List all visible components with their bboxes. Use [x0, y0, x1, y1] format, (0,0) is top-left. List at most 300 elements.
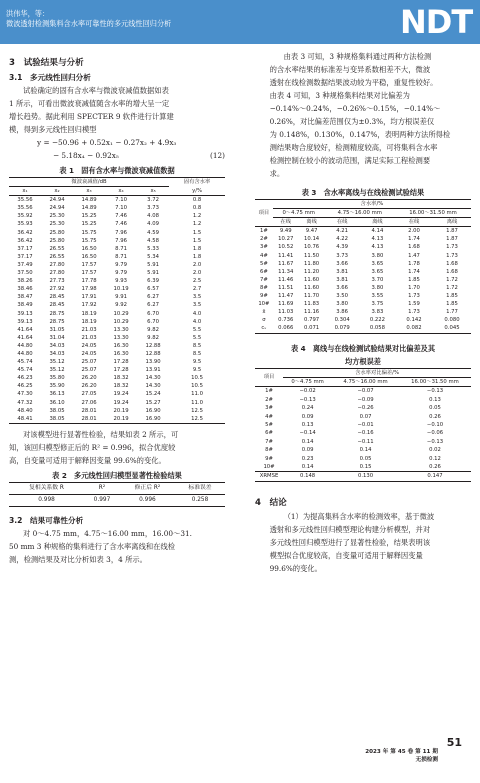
- table-cell: 17.98: [81, 286, 97, 293]
- table-4-range-header: 0～4.75 mm: [291, 378, 324, 385]
- table-row: [9, 382, 225, 390]
- table-cell: 11.70: [304, 293, 320, 300]
- table-cell: 15.25: [81, 221, 97, 228]
- section-3-2-paragraph: [9, 527, 225, 566]
- table-row: [9, 293, 225, 301]
- table-row: [9, 301, 225, 309]
- table-cell: 0.082: [406, 325, 422, 332]
- table-cell: 13.90: [145, 359, 161, 366]
- table-cell: 1.70: [408, 284, 420, 291]
- text-line: 求。: [269, 169, 285, 178]
- table-row: [255, 324, 471, 333]
- table-cell: 35.56: [17, 197, 33, 204]
- page-number: 51: [446, 736, 462, 749]
- table-1-column-header: y/%: [192, 187, 203, 194]
- table-row: [255, 413, 471, 421]
- table-row: [255, 243, 471, 251]
- table-cell: 26.55: [49, 245, 65, 252]
- table-cell: 11.34: [278, 268, 294, 275]
- table-cell: 1.2: [192, 221, 202, 228]
- table-cell: 44.80: [17, 350, 33, 357]
- table-cell: 37.17: [17, 253, 33, 260]
- table-cell: 0.05: [429, 405, 441, 412]
- table-cell: 4.59: [147, 229, 159, 236]
- table-row: [255, 446, 471, 454]
- table-3-sub-header: 在线: [280, 219, 292, 226]
- table-cell: 8.5: [192, 350, 202, 357]
- equation-text: y = −50.96 + 0.52x₁ − 0.27x₂ + 4.9x₃: [37, 138, 177, 147]
- table-cell: 11.47: [278, 293, 294, 300]
- table-cell: −0.01: [357, 421, 374, 428]
- table-cell: 9.47: [305, 228, 318, 235]
- table-cell: 25.80: [49, 237, 65, 244]
- table-cell: 0.071: [304, 325, 320, 332]
- table-3-caption: 表 3 含水率离线与在线检测试验结果: [301, 188, 425, 197]
- table-1: [9, 177, 225, 424]
- table-3-sub-header: 离线: [306, 219, 317, 226]
- table-row: [255, 260, 471, 268]
- table-1-caption: 表 1 固有含水率与微波衰减值数据: [59, 166, 175, 175]
- table-cell: 6#: [265, 430, 273, 437]
- table-cell: 15.75: [81, 237, 97, 244]
- table-1-column-header: x₄: [118, 188, 124, 195]
- table-cell: 4#: [260, 252, 268, 259]
- table-cell: 11.83: [304, 301, 320, 308]
- table-row: [9, 390, 225, 398]
- text-line: 检测控制在较小的波动范围，满足实际工程检测要: [269, 156, 431, 165]
- table-cell: 11.0: [191, 391, 203, 398]
- table-cell: 0.02: [429, 447, 441, 454]
- table-cell: 17.92: [81, 302, 97, 309]
- table-cell: 38.46: [17, 286, 33, 293]
- table-cell: 25.07: [81, 367, 97, 374]
- table-cell: 38.47: [17, 294, 33, 301]
- table-cell: 24.94: [49, 205, 65, 212]
- table-row: [255, 429, 471, 437]
- table-2-column-header: R²: [98, 484, 106, 491]
- table-cell: 46.25: [17, 383, 33, 390]
- table-cell: 3.75: [371, 301, 384, 308]
- text-line: −0.14%～0.24%，−0.26%～0.15%，−0.14%～: [269, 104, 441, 113]
- table-cell: 36.10: [49, 399, 65, 406]
- table-cell: 12.5: [191, 415, 203, 422]
- table-cell: 11.60: [304, 276, 320, 283]
- table-cell: 48.40: [17, 407, 33, 414]
- table-cell: 25.80: [49, 229, 65, 236]
- table-3-group-header: 含水率/%: [273, 200, 471, 209]
- table-cell: 7.46: [115, 213, 127, 220]
- table-cell: 0.13: [429, 396, 441, 403]
- table-cell: 8.71: [115, 245, 127, 252]
- table-cell: 0.998: [38, 496, 55, 503]
- table-cell: 36.13: [49, 391, 65, 398]
- text-line: 由表 4 可知，3 种规格集料结果对比偏差为: [269, 91, 410, 100]
- table-cell: 8.5: [192, 342, 202, 349]
- table-cell: 26.20: [81, 383, 97, 390]
- table-row: [9, 374, 225, 382]
- table-cell: −0.13: [299, 396, 316, 403]
- table-cell: 3#: [265, 405, 273, 412]
- table-cell: 0.14: [301, 438, 314, 445]
- table-cell: 28.45: [49, 294, 65, 301]
- table-cell: 48.41: [17, 415, 33, 422]
- table-cell: 17.91: [81, 294, 97, 301]
- text-line: 测结果吻合度较好，检测精度较高，可将集料含水率: [269, 143, 438, 152]
- table-row: [255, 292, 471, 300]
- right-paragraph-1: [255, 50, 471, 180]
- text-line: 透射和多元线性回归模型理论构建分析模型，并对: [269, 524, 431, 534]
- table-cell: 3.81: [336, 276, 349, 283]
- running-title-authors: 洪伟华，等：: [6, 9, 50, 18]
- table-cell: 1.85: [408, 276, 420, 283]
- table-cell: 24.94: [49, 197, 65, 204]
- table-3-sub-header: 在线: [336, 219, 348, 226]
- table-cell: −0.14: [299, 430, 316, 437]
- table-row: [9, 277, 225, 285]
- table-cell: 12.88: [145, 350, 161, 357]
- table-cell: 1.73: [446, 252, 458, 259]
- section-3-heading: 3 试验结果与分析: [9, 58, 84, 68]
- table-row: [255, 455, 471, 463]
- table-cell: 35.90: [49, 383, 65, 390]
- table-cell: 10.52: [278, 244, 294, 251]
- table-cell: 5.5: [192, 334, 202, 341]
- table-cell: 31.05: [49, 326, 65, 333]
- table-cell: 27.05: [81, 391, 97, 398]
- table-cell: 5#: [265, 421, 273, 428]
- running-title-article: 微波透射检测集料含水率可靠性的多元线性回归分析: [6, 19, 172, 28]
- right-column: [255, 50, 471, 575]
- table-3-item-header: 项目: [258, 210, 270, 217]
- table-cell: 10.29: [113, 318, 129, 325]
- table-cell: 1#: [260, 228, 268, 235]
- table-row: [9, 407, 225, 415]
- table-cell: 0.736: [278, 317, 294, 324]
- table-cell: 11.46: [278, 276, 294, 283]
- table-4-range-header: 4.75～16.00 mm: [343, 378, 388, 385]
- table-cell: x̄: [262, 309, 266, 316]
- table-2-column-header: 标准误差: [188, 484, 212, 491]
- table-cell: 45.74: [17, 367, 33, 374]
- table-row: [9, 358, 225, 366]
- table-cell: 0.12: [429, 455, 441, 462]
- table-cell: 9.82: [147, 334, 159, 341]
- table-cell: 4.0: [192, 318, 202, 325]
- table-cell: −0.11: [357, 438, 374, 445]
- table-cell: 37.50: [17, 270, 33, 277]
- table-row: [9, 399, 225, 407]
- table-cell: 38.49: [17, 302, 33, 309]
- table-cell: 18.32: [113, 375, 129, 382]
- text-line: 透射在线检测数据结果波动较为平稳，重复性较好。: [269, 78, 438, 87]
- table-cell: 13.30: [113, 334, 129, 341]
- table-cell: 3.65: [371, 268, 384, 275]
- table-cell: 25.30: [49, 221, 65, 228]
- table-1-column-header: x₂: [54, 188, 60, 195]
- table-cell: 21.03: [81, 334, 97, 341]
- table-row: [9, 229, 225, 237]
- table-cell: 10.19: [113, 286, 129, 293]
- table-cell: 1.5: [192, 237, 202, 244]
- table-cell: −0.02: [299, 388, 316, 395]
- table-cell: 35.80: [49, 375, 65, 382]
- table-row: [255, 276, 471, 284]
- table-cell: 3.81: [336, 268, 349, 275]
- table-cell: 3.73: [147, 205, 159, 212]
- table-cell: 19.24: [113, 391, 129, 398]
- table-cell: 7.46: [115, 221, 127, 228]
- table-1-y-header: 固有含水率: [183, 179, 211, 186]
- table-cell: 0.09: [301, 413, 314, 420]
- table-cell: 9.49: [279, 228, 292, 235]
- table-cell: 20.19: [113, 415, 129, 422]
- table-cell: 1.72: [446, 284, 458, 291]
- table-cell: 0.222: [369, 317, 385, 324]
- table-cell: XRMSE: [259, 473, 279, 480]
- table-cell: 15.24: [145, 391, 161, 398]
- table-cell: 2.00: [408, 228, 420, 235]
- table-cell: 4.14: [371, 228, 384, 235]
- text-line: 试验确定的固有含水率与微波衰减值数据如表: [23, 86, 169, 95]
- equation-12-line-2: [9, 149, 225, 162]
- table-cell: 8#: [265, 447, 273, 454]
- table-cell: 0.130: [357, 473, 374, 480]
- table-cell: 8.71: [115, 253, 127, 260]
- table-cell: 35.56: [17, 205, 33, 212]
- table-cell: 2.5: [192, 278, 202, 285]
- table-cell: 18.19: [81, 318, 97, 325]
- table-cell: 4.09: [147, 221, 159, 228]
- journal-logo: NDT: [400, 3, 473, 41]
- table-1-column-header: x₃: [86, 188, 92, 195]
- table-cell: 10.27: [278, 236, 294, 243]
- text-line: 1 所示，可看出微波衰减值随含水率的增大呈一定: [9, 99, 170, 108]
- table-row: [9, 237, 225, 245]
- text-line: 50 mm 3 种规格的集料进行了含水率离线和在线检: [9, 541, 176, 551]
- table-cell: 11.69: [278, 301, 294, 308]
- table-cell: 36.42: [17, 237, 33, 244]
- table-cell: 2.0: [192, 261, 202, 268]
- table-cell: 6.27: [147, 294, 159, 301]
- table-cell: 1.8: [192, 253, 202, 260]
- table-cell: 41.64: [17, 334, 33, 341]
- table-row: [255, 284, 471, 292]
- table-cell: −0.07: [357, 388, 374, 395]
- table-cell: 1.74: [408, 268, 420, 275]
- table-4: [255, 368, 471, 482]
- table-row: [9, 342, 225, 350]
- table-cell: 27.80: [49, 270, 65, 277]
- table-cell: 1.77: [446, 309, 458, 316]
- journal-name: 无损检测: [415, 757, 438, 763]
- table-cell: 35.12: [49, 367, 65, 374]
- table-3-range-header: 0～4.75 mm: [273, 209, 325, 218]
- text-line: 模，得到多元线性回归模型: [9, 125, 97, 134]
- text-line: 的含水率结果的标准差与变异系数相差不大，微波: [269, 65, 431, 74]
- table-cell: 11.0: [191, 399, 203, 406]
- table-cell: 1.59: [408, 301, 420, 308]
- table-row: [255, 438, 471, 446]
- issue-info: [365, 748, 438, 764]
- table-2-column-header: 修正后 R²: [134, 484, 161, 491]
- table-cell: 35.93: [17, 221, 33, 228]
- table-cell: cᵥ: [261, 325, 267, 332]
- table-cell: −0.06: [426, 430, 444, 437]
- table-cell: 3.5: [192, 294, 202, 301]
- left-column: [9, 50, 225, 566]
- table-cell: 0.13: [301, 421, 314, 428]
- table-cell: 1.68: [446, 268, 458, 275]
- table-cell: 0.26: [429, 463, 441, 470]
- table-row: [9, 253, 225, 261]
- table-row: [9, 350, 225, 358]
- table-cell: 0.26: [429, 413, 441, 420]
- table-cell: 4.13: [371, 236, 384, 243]
- table-cell: 8#: [260, 284, 268, 291]
- table-cell: 34.03: [49, 342, 65, 349]
- table-2: [9, 482, 225, 507]
- table-4-range-header: 16.00～31.50 mm: [411, 378, 459, 385]
- paragraph-after-table-1: [9, 428, 225, 467]
- table-cell: 0.8: [192, 205, 202, 212]
- table-3-sub-header: 离线: [372, 219, 383, 226]
- table-cell: 20.19: [113, 407, 129, 414]
- table-cell: 39.13: [17, 318, 33, 325]
- table-cell: 36.42: [17, 229, 33, 236]
- table-cell: 0.148: [300, 473, 316, 480]
- table-cell: 1.87: [446, 228, 458, 235]
- table-cell: 3.66: [336, 284, 349, 291]
- table-cell: 3.86: [336, 309, 349, 316]
- table-cell: 16.90: [145, 407, 161, 414]
- table-cell: 0.080: [444, 317, 460, 324]
- table-row: [9, 310, 225, 318]
- table-cell: 11.20: [304, 268, 320, 275]
- table-cell: 1.87: [446, 236, 458, 243]
- table-cell: 1.78: [408, 260, 420, 267]
- table-cell: 18.32: [113, 383, 129, 390]
- table-cell: 3.80: [371, 284, 384, 291]
- table-cell: 27.92: [49, 286, 65, 293]
- table-cell: 16.90: [145, 415, 161, 422]
- table-3: [255, 199, 471, 334]
- table-cell: 13.30: [113, 326, 129, 333]
- table-cell: 1.73: [408, 293, 420, 300]
- table-cell: 3.65: [371, 260, 384, 267]
- table-cell: 9.92: [115, 302, 127, 309]
- table-cell: 9.93: [115, 278, 127, 285]
- table-row: [9, 318, 225, 326]
- table-row: [9, 212, 225, 220]
- table-cell: 5.33: [147, 245, 159, 252]
- table-cell: 15.27: [145, 399, 161, 406]
- table-cell: 4.21: [336, 228, 349, 235]
- conclusion-paragraph: [255, 510, 471, 575]
- table-cell: 6.57: [147, 286, 159, 293]
- table-cell: 11.41: [278, 252, 294, 259]
- table-cell: 0.996: [139, 496, 156, 503]
- table-cell: 2#: [260, 236, 268, 243]
- table-cell: 1.74: [408, 236, 420, 243]
- table-cell: 15.25: [81, 213, 97, 220]
- table-cell: 9.91: [115, 294, 127, 301]
- text-line: 为 0.148%，0.130%，0.147%，表明两种方法所得检: [269, 130, 451, 139]
- table-cell: 3.5: [192, 302, 202, 309]
- equation-text: − 5.18x₄ − 0.92x₅: [53, 151, 119, 160]
- section-3-1-heading: 3.1 多元线性回归分析: [9, 73, 91, 82]
- table-cell: 1.68: [446, 260, 458, 267]
- table-cell: 13.91: [145, 367, 161, 374]
- table-cell: 1.85: [446, 301, 458, 308]
- table-cell: 14.89: [81, 205, 97, 212]
- table-cell: −0.26: [357, 405, 374, 412]
- table-cell: 44.80: [17, 342, 33, 349]
- table-cell: 9.79: [115, 261, 127, 268]
- table-cell: 34.03: [49, 350, 65, 357]
- table-cell: 5#: [260, 260, 268, 267]
- text-line: 0.26%，对比偏差范围仅为±0.3%，均方根误差仅: [269, 117, 435, 126]
- table-cell: 1.8: [192, 245, 202, 252]
- table-cell: 5.5: [192, 326, 202, 333]
- table-cell: 4.39: [336, 244, 349, 251]
- table-cell: 18.19: [81, 310, 97, 317]
- table-cell: 10.5: [191, 375, 203, 382]
- table-cell: 27.80: [49, 261, 65, 268]
- text-line: （1）为提高集料含水率的检测效率，基于微波: [283, 511, 435, 521]
- table-cell: 2.7: [192, 286, 202, 293]
- table-cell: 38.26: [17, 278, 33, 285]
- table-cell: 3.80: [336, 301, 349, 308]
- table-cell: 7.96: [115, 237, 127, 244]
- table-cell: 1.47: [408, 252, 420, 259]
- table-cell: 3.73: [336, 252, 349, 259]
- table-cell: 17.57: [81, 261, 97, 268]
- table-cell: 0.14: [301, 463, 314, 470]
- table-cell: 31.04: [49, 334, 65, 341]
- table-row: [9, 220, 225, 228]
- table-cell: 0.258: [191, 496, 209, 503]
- table-cell: 14.89: [81, 197, 97, 204]
- table-4-caption-line-1: 表 4 离线与在线检测试验结果对比偏差及其: [290, 343, 436, 353]
- table-cell: 0.23: [301, 455, 314, 462]
- table-row: [9, 261, 225, 269]
- table-cell: 35.12: [49, 359, 65, 366]
- table-3-sub-header: 在线: [408, 219, 420, 226]
- table-cell: 3#: [260, 244, 268, 251]
- table-cell: 4#: [265, 413, 273, 420]
- table-cell: 0.09: [301, 447, 314, 454]
- table-cell: 38.05: [49, 407, 65, 414]
- table-cell: 1.72: [446, 276, 458, 283]
- table-cell: 11.67: [278, 260, 294, 267]
- table-cell: 10#: [258, 301, 270, 308]
- table-row: [9, 204, 225, 212]
- table-cell: 5.34: [147, 253, 159, 260]
- section-4-heading: 4 结论: [255, 497, 287, 508]
- equation-number: (12): [210, 151, 225, 160]
- table-cell: 10.14: [304, 236, 320, 243]
- table-row: [9, 245, 225, 253]
- table-row: [9, 326, 225, 334]
- table-cell: 0.997: [93, 496, 111, 503]
- table-row: [255, 396, 471, 404]
- table-3-range-header: 16.00～31.50 mm: [395, 209, 471, 218]
- table-cell: 24.05: [81, 342, 97, 349]
- table-cell: 6.27: [147, 302, 159, 309]
- table-cell: 1.85: [446, 293, 458, 300]
- table-2-column-header: 复相关系数 R: [29, 484, 64, 491]
- table-cell: 11.50: [304, 252, 320, 259]
